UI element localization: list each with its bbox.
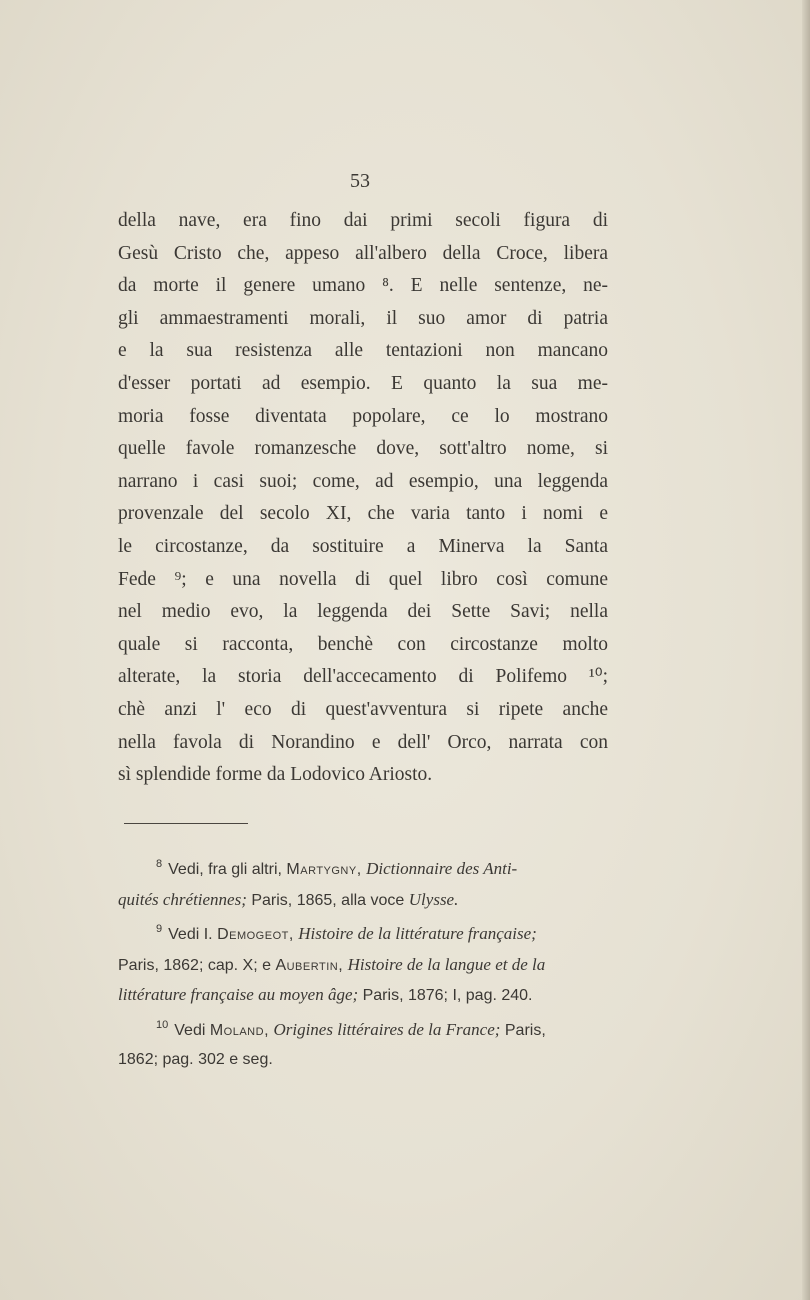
text-line: Gesù Cristo che, appeso all'albero della Croce, libera (118, 242, 608, 264)
footnote-number: 8 (156, 858, 163, 870)
page-edge (802, 0, 810, 1300)
text-line: narrano i casi suoi; come, ad esempio, una leggenda (118, 470, 608, 492)
text-line: moria fosse diventata popolare, ce lo mostrano (118, 405, 608, 427)
page-number: 53 (350, 170, 370, 192)
text-line: nel medio evo, la leggenda dei Sette Savi; nella (118, 601, 608, 623)
work-title: Origines littéraires de la France; (273, 1019, 501, 1039)
text-line: nella favola di Norandino e dell' Orco, narrata con (118, 731, 608, 753)
footnote-9-cont: littérature française au moyen âge; Paris, 1876; I, pag. 240. (118, 985, 533, 1004)
work-title: littérature française au moyen âge; (118, 985, 359, 1004)
body-text (118, 205, 608, 792)
entry-title: Ulysse. (408, 889, 459, 909)
footnote-10: $^{10}$ Vedi Moland, Origines littéraires de la France; Paris, (156, 1018, 546, 1039)
footnote-8: $^8$ Vedi, fra gli altri, Martygny, Dictionnaire des Anti- (156, 858, 518, 878)
work-title: Dictionnaire des Anti- (366, 859, 518, 878)
text-line: chè anzi l' eco di quest'avventura si ripete anche (118, 698, 608, 720)
work-title: Histoire de la littérature française; (298, 924, 537, 943)
text-line: Fede ⁹; e una novella di quel libro così comune (118, 568, 608, 590)
text-line: d'esser portati ad esempio. E quanto la sua me- (118, 372, 608, 394)
text-line: da morte il genere umano ⁸. E nelle sentenze, ne- (118, 275, 608, 297)
footnote-rule (124, 823, 248, 824)
footnote-9-cont: Paris, 1862; cap. X; e Aubertin, Histoire de la langue et de la (118, 954, 546, 974)
text-line: provenzale del secolo XI, che varia tanto i nomi e (118, 503, 608, 525)
author-name: Martygny, (286, 861, 362, 878)
author-name: Moland, (209, 1021, 270, 1039)
footnote-number: 9 (156, 923, 163, 935)
footnotes (118, 850, 608, 1075)
footnote-10-cont: 1862; pag. 302 e seg. (118, 1051, 273, 1068)
author-name: Demogeot, (217, 926, 294, 943)
text-line: alterate, la storia dell'accecamento di Polifemo ¹⁰; (118, 666, 608, 688)
text-line: della nave, era fino dai primi secoli figura di (118, 210, 608, 231)
text-line: quale si racconta, benchè con circostanze molto (118, 633, 608, 655)
footnote-8-cont: quités chrétiennes; Paris, 1865, alla voce Ulysse. (118, 889, 459, 909)
work-title: quités chrétiennes; (118, 889, 247, 909)
footnote-number: 10 (156, 1018, 169, 1031)
work-title: Histoire de la langue et de la (347, 954, 546, 974)
text-line: gli ammaestramenti morali, il suo amor di patria (118, 307, 608, 329)
text-line: e la sua resistenza alle tentazioni non mancano (118, 340, 608, 362)
footnote-9: $^9$ Vedi I. Demogeot, Histoire de la littérature française; (156, 923, 537, 943)
text-line: quelle favole romanzesche dove, sott'altro nome, si (118, 438, 608, 460)
text-line: le circostanze, da sostituire a Minerva la Santa (118, 535, 608, 557)
author-name: Aubertin, (275, 956, 344, 974)
text-line: sì splendide forme da Lodovico Ariosto. (118, 764, 433, 786)
